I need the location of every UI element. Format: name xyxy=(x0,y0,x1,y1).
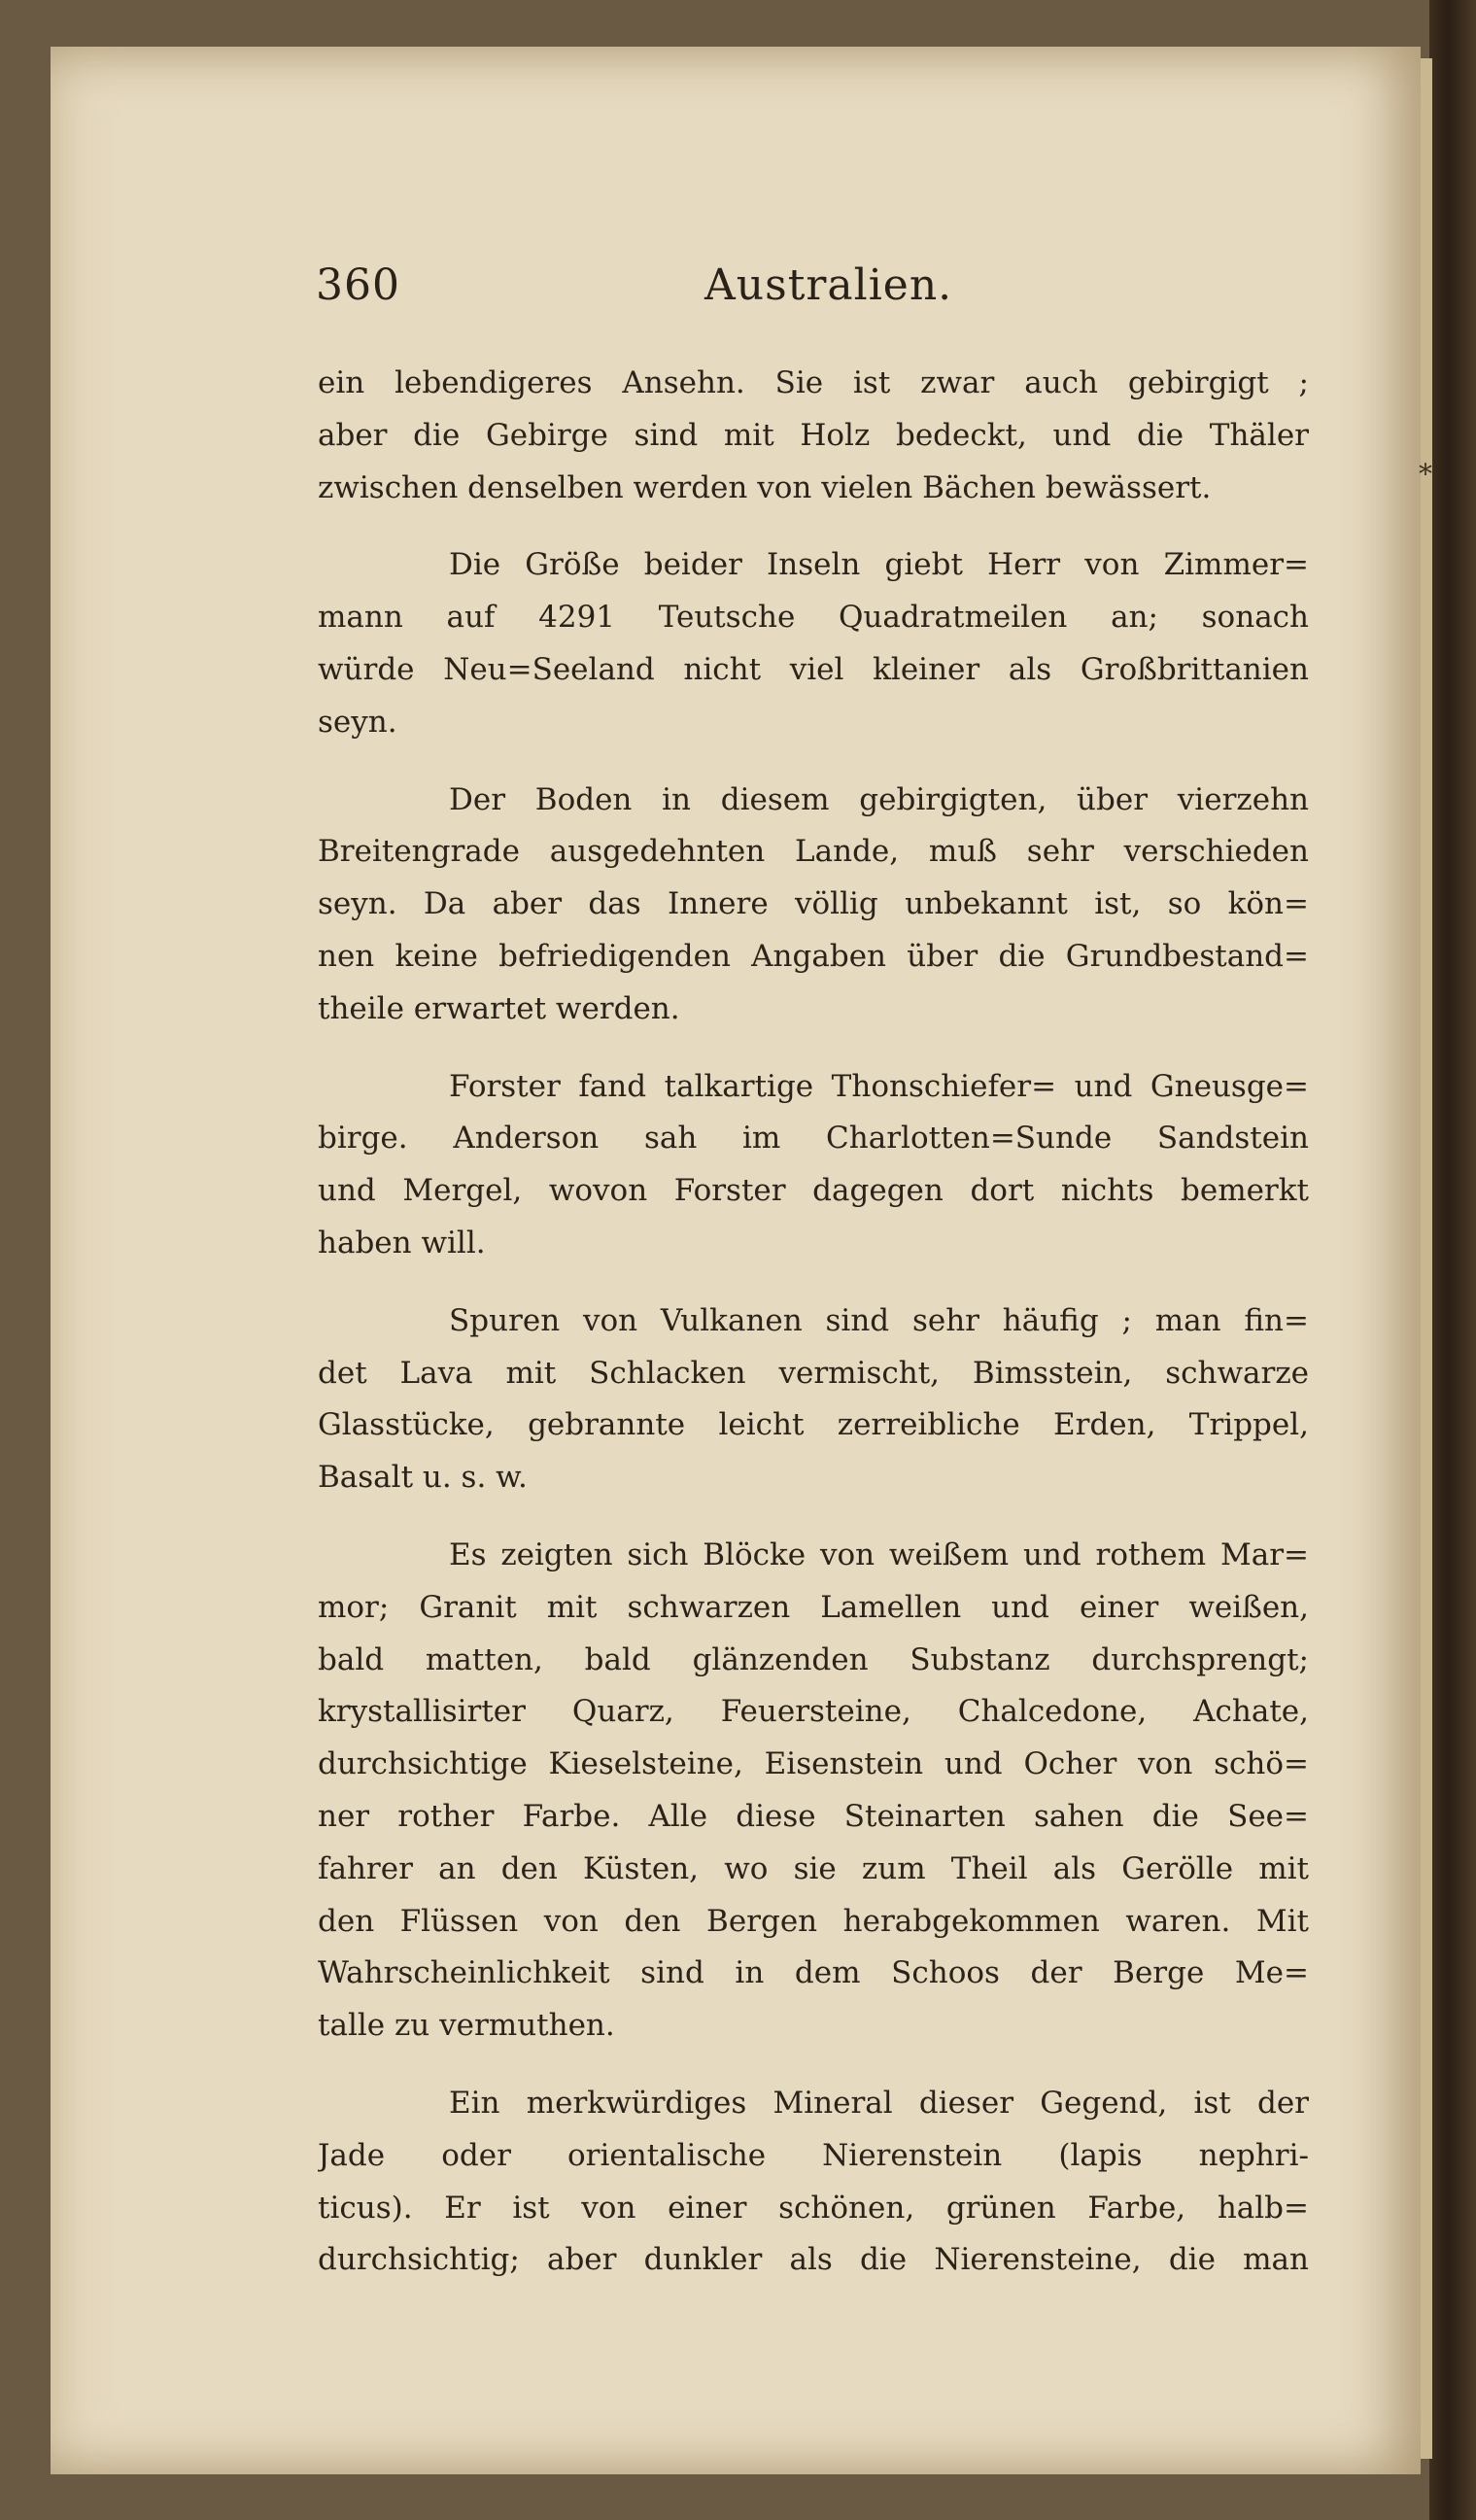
paragraph xyxy=(318,1530,1309,2053)
text-line: mann auf 4291 Teutsche Quadratmeilen an; sonach xyxy=(318,600,1309,636)
text-line: den Flüssen von den Bergen herabgekommen waren. Mit xyxy=(318,1903,1309,1939)
text-line: Ein merkwürdiges Mineral dieser Gegend, ist der xyxy=(449,2085,1309,2121)
text-line: ein lebendigeres Ansehn. Sie ist zwar auch gebirgigt ; xyxy=(318,365,1309,400)
text-line: Basalt u. s. w. xyxy=(318,1460,528,1496)
text-line: Wahrscheinlichkeit sind in dem Schoos der Berge Me= xyxy=(318,1955,1309,1991)
text-line: fahrer an den Küsten, wo sie zum Theil als Gerölle mit xyxy=(318,1850,1309,1886)
text-line: seyn. Da aber das Innere völlig unbekannt ist, so kön= xyxy=(318,886,1309,922)
text-line: seyn. xyxy=(318,704,397,740)
text-line: talle zu vermuthen. xyxy=(318,2008,615,2044)
running-title: Australien. xyxy=(704,260,953,310)
text-line: Spuren von Vulkanen sind sehr häufig ; man fin= xyxy=(449,1302,1309,1338)
text-line: ner rother Farbe. Alle diese Steinarten sahen die See= xyxy=(318,1798,1309,1834)
text-line: Breitengrade ausgedehnten Lande, muß sehr verschieden xyxy=(318,834,1309,870)
text-line: aber die Gebirge sind mit Holz bedeckt, und die Thäler xyxy=(318,417,1309,453)
text-line: durchsichtig; aber dunkler als die Nierensteine, die man xyxy=(318,2242,1309,2278)
margin-mark: ⁎ xyxy=(1419,449,1432,481)
text-line: theile erwartet werden. xyxy=(318,990,680,1026)
text-line: zwischen denselben werden von vielen Bächen bewässert. xyxy=(318,469,1212,505)
paragraph xyxy=(318,1061,1309,1270)
paragraph xyxy=(318,2078,1309,2287)
text-line: mor; Granit mit schwarzen Lamellen und einer weißen, xyxy=(318,1589,1309,1625)
text-line: nen keine befriedigenden Angaben über die Grundbestand= xyxy=(318,938,1309,974)
body-text xyxy=(318,358,1309,2312)
text-line: würde Neu=Seeland nicht viel kleiner als Großbrittanien xyxy=(318,651,1309,687)
paragraph xyxy=(318,539,1309,748)
text-line: Der Boden in diesem gebirgigten, über vierzehn xyxy=(449,781,1309,817)
text-line: krystallisirter Quarz, Feuersteine, Chalcedone, Achate, xyxy=(318,1694,1309,1730)
book-binding xyxy=(1429,0,1476,2520)
page-number: 360 xyxy=(316,260,400,310)
text-line: bald matten, bald glänzenden Substanz durchsprengt; xyxy=(318,1641,1309,1677)
text-line: durchsichtige Kieselsteine, Eisenstein und Ocher von schö= xyxy=(318,1746,1309,1782)
page-edge xyxy=(1421,58,1432,2459)
text-line: birge. Anderson sah im Charlotten=Sunde Sandstein xyxy=(318,1121,1309,1156)
text-line: haben will. xyxy=(318,1225,486,1260)
text-line: Jade oder orientalische Nierenstein (lapis nephri- xyxy=(318,2137,1309,2173)
paragraph xyxy=(318,775,1309,1036)
text-line: Glasstücke, gebrannte leicht zerreibliche Erden, Trippel, xyxy=(318,1407,1309,1443)
text-line: Es zeigten sich Blöcke von weißem und rothem Mar= xyxy=(449,1536,1309,1572)
paragraph xyxy=(318,358,1309,514)
paragraph xyxy=(318,1295,1309,1504)
text-line: Die Größe beider Inseln giebt Herr von Zimmer= xyxy=(449,547,1309,583)
text-line: ticus). Er ist von einer schönen, grünen Farbe, halb= xyxy=(318,2190,1309,2226)
page-header xyxy=(316,260,1307,328)
text-line: det Lava mit Schlacken vermischt, Bimsstein, schwarze xyxy=(318,1355,1309,1391)
text-line: Forster fand talkartige Thonschiefer= und Gneusge= xyxy=(449,1068,1309,1104)
text-line: und Mergel, wovon Forster dagegen dort nichts bemerkt xyxy=(318,1173,1309,1209)
